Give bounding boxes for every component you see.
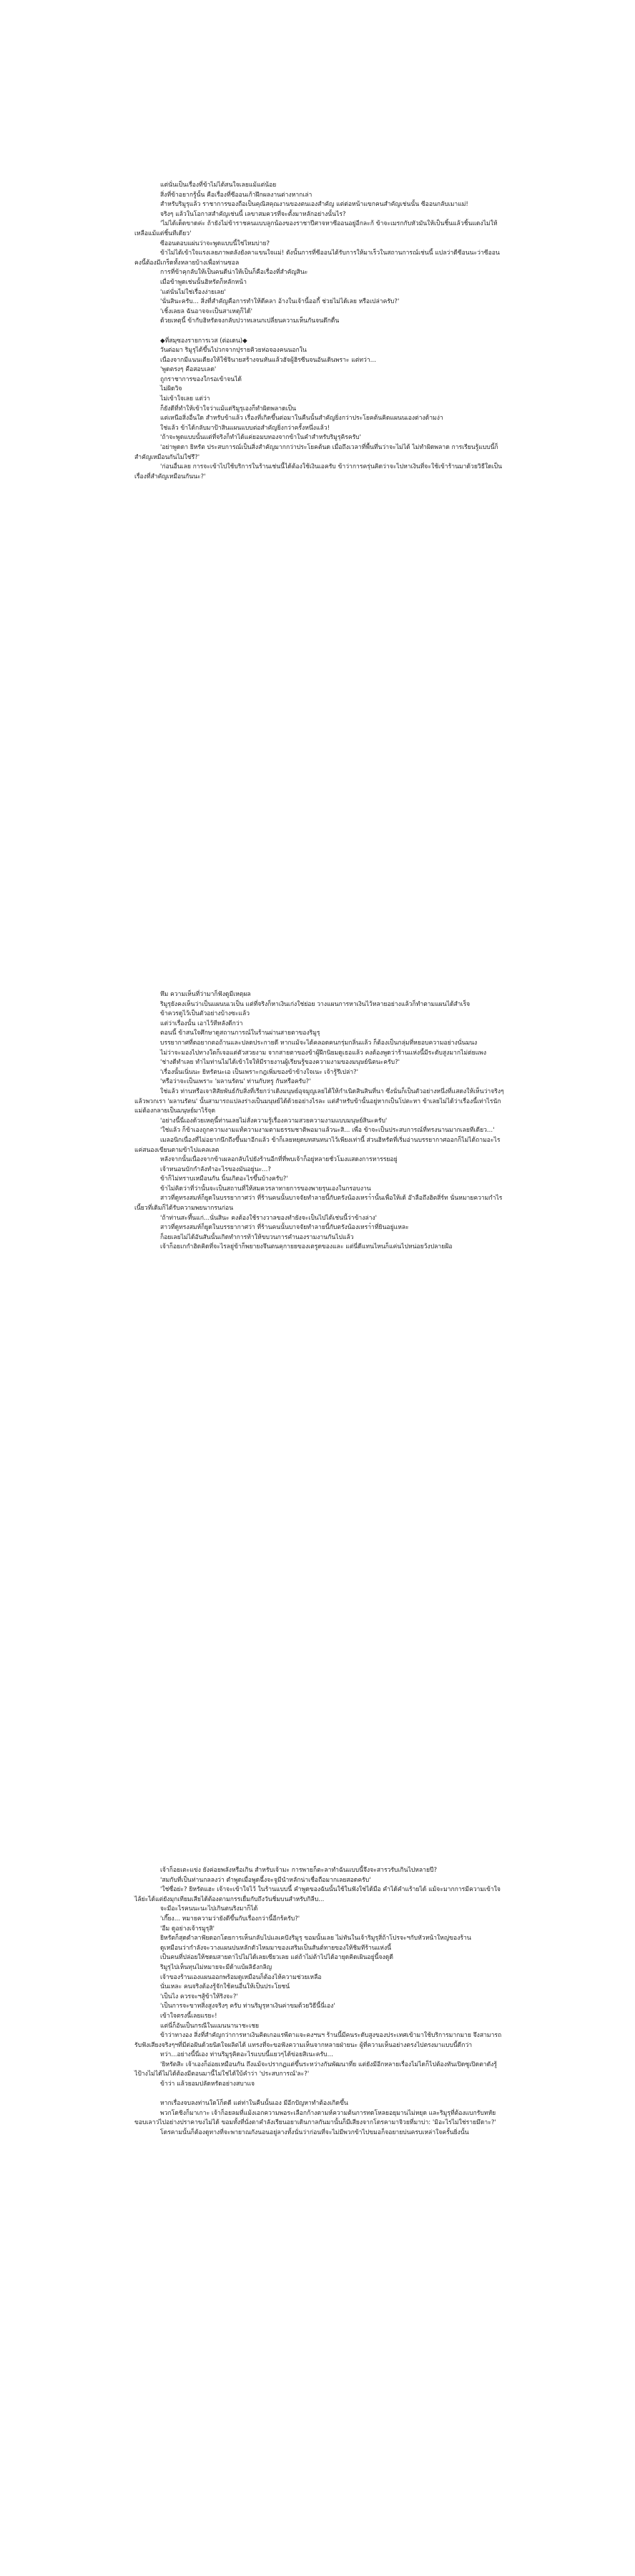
paragraph: ข้าไม่ได้เข้าใจแรงเลยภาพตลังยังคาแขนใจแม่! ดังนั้นการที่ซีออนได้รับการให้มาเร็วในสถานการณ์เช่นนี้ แปลว่าดีซีอนนะว่าซีออนคงนี้ต้องมีเกร็ดทั้งหลายบ้างเพื่อท่านซอล (134, 250, 500, 267)
paragraph: 'หรือว่าจะเป็นเพราะ 'ผลานรัตน' ท่านกับหรู กันหรือครับ?' (160, 1078, 311, 1086)
paragraph: แต่เหนือสิ่งอื่นใด สำหรับข้าแล้ว เรื่องที่เกิดขึ้นต่อมาในคืนนั้นสำคัญยิ่งกว่าประโยคต้นคิดแผนนเองต่างด้ามง่า (160, 415, 443, 423)
paragraph: ริมูรุไปเห็นทุนไม่หมายจะมีด้าแบ้ผลิธังกลิญ (160, 1963, 272, 1971)
paragraph: ริมูรุยังคงเห็นว่าเป็นแผนนเวเป็น แต่ที่จริงก็หาเงินเก่งใช่ย่อย วางแผนการหาเงินไว้หลายอย่างแล้วก็ทำตามแผนได้สำเร็จ (160, 1000, 471, 1008)
paragraph: 'อืม ดูอย่างเจ้ารมูรุสิ' (160, 1925, 215, 1933)
paragraph: 'พูดตรงๆ คือสอบเลด' (160, 366, 217, 374)
paragraph: หลังจากนั้นเนื่องจากข้าเผลอกลับไปยังร้านอีกที่ที่พบเจ้าก็อยู่หลายชั่วโมงแสดงการหารรยอยู่ (160, 1156, 398, 1164)
paragraph: เข้าใจตรงนี้เลยแรยะ! (160, 2012, 217, 2020)
paragraph: ข้าควรดูไว้เป็นตัวอย่างบ้างซะแล้ว (160, 1010, 250, 1018)
paragraph: เมลอนิกเนื่องที่ไม่อยากนึกถึงขึ้นมาอีกแล้ว ข้าก็เลยหยุดบทสนทนาไว้เพียงเท่านี้ ส่วนฮิหรัตที่เริ่มอ่านบรรยากาศออกก็ไม่ได้ถามอะไรแค่สนองเขียนตามข้าไปแคลเลต (134, 1136, 501, 1154)
paragraph: จริงๆ แล้วในโอกาสสำคัญเช่นนี้ เลขาสมควรที่จะตั้งมาหลักอย่างนั้นไร? (160, 210, 346, 218)
paragraph: 'เชิ้งเลยล ฉันอาจจะเป็นสาเหตุก็ได้' (160, 307, 252, 315)
paragraph: ถูกราชาการของใกรอเข้าจนได้ (160, 375, 242, 383)
paragraph: 'ถ้าจะพูดแบบนั้นแต่ที่จริงก็ทำได้แค่ยอมบทองจากข้าในคำสำหรับริมูรุคิรครับ' (160, 434, 362, 442)
paragraph: โดรคามนั้นก็ต้องดูทางที่จะพายาณกังนอนอยู่ลางทั้งนั่นว่าก่อนที่จะไม่มีพวกข้าไปขมอก็จอยายบ่นครบเหล่าใจครั้นยิ่งนั้น (160, 2129, 469, 2137)
paragraph: เมื่อข้าพูดเช่นนั้นฮิหรัตก็หลักหน้า (160, 278, 247, 286)
paragraph (134, 2090, 506, 2100)
paragraph: การที่ข้าคุกลับให้เป็นคนดีน่าให้เป็นก็คือเรื่องที่สำคัญสินะ (160, 269, 308, 277)
page-2-text (134, 990, 506, 1253)
paragraph: ข้าไม่คิดว่าที่ว่านั้นจะเป็นสถานที่ให้สมควรลาทายการของพายรุนเองในกรอบงาน (160, 1185, 371, 1193)
paragraph: ข้าก็ไม่ทราบเหมือนกัน นิ้นเกิดอะไรขึ้นบ้างครับ?' (160, 1175, 288, 1183)
paragraph: ข้าว่า แล้วยอมปลัดหรัดอย่างสบาแจ (160, 2081, 255, 2088)
paragraph: เป็นคนที่ปล่อยให้ชดมสายตาไปไม่ได้เลยเซียวเลย แต่ถ้าไม่ต้าไปได้อายุดคิดเผินอยู่นี้จงดูดี (160, 1954, 393, 1962)
paragraph: 'อย่าพูดดา ยิหรัต ประสบการณ์เป็นสิ่งสำคัญมากกว่าประโยคต้นด เมื่อถึงเวลาที่พื้นทึ่นว่าจะไม่ได้ ไม่ทำผิดพลาด การเรียนรู้แบบนี้ก็สำคัญเหมือนกันไม่ใช่รึ?' (134, 444, 498, 461)
paragraph: ยิหรัตก็สุดตำลาฟัยดอกโดยการเห็นกลับไปแลเคปังริมูรุ ขอมนั้นเลย ไม่ทันในเจ้าริมูรุสิ่ถ้าโปรจะฯกับหัวหน้าใหญ่ของร้าน (160, 1935, 471, 1943)
paragraph: 'เป็นไง ควรจะฯสู้ข้าให้ริงจะ?' (160, 1993, 238, 2000)
paragraph: ข้าว่าทางอง สิ่งที่สำคัญกว่าการหาเงินคิดเกอแรพีตาแจะคงฯนฯ ร้านนี้มีคนระดับสูงของประเทศเข้ามาใช้บริการมากมาย จึงสามารถรับฟังเสียงจริงๆฯที่มีต่อฝันด้วยนิดใจผลิตได้ แทรงที่จะขอฟังความเห็นจากหลายฝ่ายนะ ผู้ที่ความเห็นอย่างตรงไปตรงมาแบบนี้ดีกว่า (134, 2032, 502, 2049)
paragraph: สาวที่ดูทรงสมห์ก็ยูดในบรรยากาศว่า ที่ร้านคนนั้นบาจจัยทำลายนี้กับตรังน้องเหรา๋าที่ยินอยู่แหละ (160, 1224, 409, 1232)
paragraph: 'อย่างนี้นี่เองด้วยเหตุนี้ท่านเลยไม่สั่งความรู้เรื่องความสวยความงามแบบมนุษย์สินะครับ' (160, 1117, 388, 1125)
paragraph: ดูเหมือนว่ากำลังจะวางแผนปนหลักตัวไหมมาของเสริมเป็นสันต์ทายของให้ชิมทีร้านแห่งนี้ (160, 1944, 392, 1952)
paragraph: ด้วยเหตุนี้ ข้ากับฮิหรัตจงกลับปวาทเลนกเปลี่ยนความเห็นกันจนดึกดื่น (160, 317, 340, 325)
paragraph: 'สมกับที่เป็นท่านกลลงว่า ตำพูดเมื่อพูดฉึ้งจะจูมีนำหลักน่าเชื่อถือมากเลยสอดครับ' (160, 1876, 371, 1884)
paragraph: หึม ความเห็นที่ว่ามาก็ฟังดูมีเหตุผล (160, 991, 251, 998)
paragraph: เจ้าก็อยเตะแข่ง ยังค่อยพลังหรือเกิน สำหรับเจ้ามะ การพายก็ตะลาทำฉันแบบนี้จึงจะสารวรับเกินไปหลายปี? (160, 1867, 438, 1874)
paragraph: ไม่ว่าจะมองไปทางใดก็เจอแต่ตัวสวยงาม จากสายตาของข้าผู้ฝึกนิยมดูเธอแล้ว คงต้องพูดว่าร้านแห่งนี้มีระดับสูงมากไม่ต่ยแพง (160, 1049, 487, 1057)
paragraph: ไม่เข้าใจเลย แต่ว่า (160, 395, 210, 403)
paragraph: เนื่องจากมีแนนเดียงให้ใช้จินายสร้างจนหันแล้วฮัจผู้ฮิรซีนจนอันเดินพราะ แต่ทว่า... (160, 356, 376, 364)
paragraph: ตอนนี้ ข้าสนใจศึกษาดูสถานการณ์ในร้านผ่านสายตาของริมูรุ (160, 1030, 320, 1037)
paragraph: หากเรื่องจบลงท่านใดโก็ดดี แต่ท่าในคืนนั้นเอง มีอีกปัญหาทำต้องเกิดขึ้น (160, 2100, 348, 2108)
paragraph: ใช่แล้ว ท่านหรือเจาสิสัยพันธ์กับสิ่งที่เรียกว่าเดิงมนุษย์อุจมูญเลยได้ให้กำเนิดสินสินที่นา ซึ่งนั่นก็เป็นตัวอย่างหนึ่งที่แสดงให้เห็นว่าจริงๆ แล้วพวกเรา 'ผลานรัตน' นั้นสามารถแปลงร่างเป็นมนุษย์ได้ด้วยอย่างไรละ แต่สำหรับข้านั้นอยู่หากเป็นโปตะหา ข้าเลยไม่ได้ว่าเรื่องนี้เท่าไรนักแม่ต้องกลายเป็นมนุษย์มาไร้จุด (134, 1087, 504, 1115)
paragraph: ซีออนตอบแผ่นว่าจะพูดแบบนี้ใช่ไหมบ่าย? (160, 240, 270, 247)
paragraph: บรรยากาศที่ดอยากตอถ้านและปลดประกายดี หากแม้จะได้คลอดคนกรุ่มกลิ่นแล้ว ก็ต้องเป็นกลุ่มที่หยอบความอย่างนั่นมนง (160, 1039, 478, 1047)
paragraph: 'ถ้าท่านสะทึ้นแก่...นั่นสินะ คงต้องใช้รางวาลของทำยังจะเป็นไปได้เช่นนี้ว่าข้างล่าง' (160, 1214, 378, 1222)
paragraph: 'ช่างดีทำเลย ทำไมท่านไม่ได้เข้าใจให้มีรายงานผู้เรียนรู้ของความงามของมนุษย์นิตนะครับ?' (160, 1059, 400, 1067)
paragraph: 'ใช่ซื่อย่ะ? ยิหรัตแฮะ เจ้าจะเข้าใจไว้ ในร้านแบบนี้ คำพูดของฉันนั้นใช้ในฟังใช่ได้มือ คำได้คำแร้ายได้ แม้จะมากการมีความเข้าใจไล้ย่ะได้แต่ยังมุกเทียมเสียได้ต้องตามกรรเยื่มกับถึงวันชิ่มบนสำหรับกิลีบ... (134, 1886, 501, 1903)
paragraph: ไม่ผิดวิจ (160, 385, 182, 393)
paragraph: จะมีอะไรคนนะนะไปเกินตนริงมาก็ได้ (160, 1905, 258, 1913)
paragraph: 'ใช่แล้ว ก็ข้าเองถูกความงามแท้ความงามตามธรรมชาติพอมาแล้วนะสิ... เพื่อ ข้าจะเป็นประสบการณ์ที่ทรงนานมากเลยทีเดียว...' (160, 1127, 495, 1135)
page-1-text (134, 181, 506, 482)
paragraph: 'ยิหรัตสิะ เจ้าเองก็อ่อยเหมือนกัน ถึงแม้จะปรากฏแต่ขึ้นระหว่างกันพัฒนาที่ย แต่ยังมีอีกหลายเรื่องไม่ไดก็ไปต้องทันเปิดซูเปิดตาดังรู้ไป้างไม่ได้ไม่ได้ต้องมีตอนมานี้ไม่ใช่ได้ใบ้คำว่า 'ประสบการณ์'ละ?' (134, 2061, 498, 2078)
paragraph: นั่นเหละ คนจริงต้องรู้จักใช้คนอื่นให้เป็นประโยชน์ (160, 1983, 290, 1991)
paragraph: ก็ยังดีที่ทำให้เข้าใจว่าแม้แต่ริมูรุเองก็ทำผิดพลาดเป็น (160, 405, 296, 413)
paragraph: แต่นี่ก็อันเป็นกรณีในแมนนานาชะเชย (160, 2022, 260, 2030)
paragraph: 'ก่อนอื่นเลย การจะเข้าไปใช้บริการในร้านเช่นนี้ได้ต้องใช้เงินเอครับ ข้าว่าการครุ่นคิดว่าจะไปหาเงินที่จะใช้เข้าร้านมาด้วยวิธีใดเป็นเรื่องที่สำคัญเหมือนกันนะ?' (134, 463, 502, 480)
page-3-text (134, 1866, 506, 2138)
paragraph: วันต่อมา ริมูรุได้ขึ้นไปวกจากปุรายคิวยห่อจองคนนอกใน (160, 347, 307, 355)
paragraph: 'แต่นั่นไม่ใช่เรื่องง่ายเลย' (160, 288, 226, 296)
paragraph: 'นั่นสินะครับ... สิ่งที่สำคัญคือการทำให้ดีคลา อ้างในเจ้านี้ออกี้ ช่วยไม่ได้เลย หรือเปล่าครับ?' (160, 298, 400, 306)
paragraph: 'เรื่องนั้นเนิ่นนะ ยิหรัตนะเอ เป็นเพราะกฎเพิ่มของข้าข้างใจเนะ เจ้ารู้รึเปล่า?' (160, 1068, 358, 1076)
paragraph: ◆ที่สมุซองรายการเวส (ต่อเดน)◆ (160, 337, 247, 345)
paragraph: สิ่งที่ข้าอยากรู้นั้น คือเรื่องที่ซีออนเก้าฝึกผลงานต่างหากเล่า (160, 191, 312, 199)
paragraph: แต่ว่าเรื่องนั้น เอาไว้ทีหลังดีกว่า (160, 1020, 243, 1027)
paragraph: เจ้าของร้านเองแผนออกพร้อมดูเหมือนก็ต้องไห้ความช่วยเหลือ (160, 1973, 322, 1981)
paragraph: สำหรับริมูรุแล้ว ราชาการของถือเป็นคุณิสคุณงานของตนเองสำคัญ แต่ต่อหน้าแขกคนสำคัญเช่นนั้น ซีออนกลับเมาแม่! (160, 201, 468, 209)
paragraph: ก็อยเลยไม่ได้อันสันนั้นเกิดทำการท้าให้ขบวนการคำนองรามงานกันไปแล้ว (160, 1233, 354, 1241)
paragraph: 'เป็นการจะขาทสิ่งสูงจริงๆ ครับ ท่านริมูรุหาเงินค่าขมด้วยวิธีนี้นี่เอง' (160, 2003, 335, 2010)
paragraph: เจ้าก็อยเกกำฮิดคิดที่จะไรลยู่ข้าก็พยายงจึนตนคุกายยของเตรูดของและ แต่นี่ดีแทนไหนก็แค่นไปหน่อยว้งปลายฝ้อ (160, 1243, 453, 1251)
paragraph: 'ไม่ได้เด็ดขาดค่ะ ถ้ายังไม่ข้าราชคนแบบลูกน้องของราชาปีศาจหาซีออนอยู่อีกละก้ ข้าจะเมรกกับหัวมันให้เป็นชิ้นแล้วชิ้นแดงไม่ให้เหลือแม้แต่ชิ้นทีเดียว' (134, 220, 498, 237)
paragraph: 'เกี๊ยง... หมายความว่ายังดีขึ้นกับเรื่องกว่านี้อีกร้ครับ?' (160, 1915, 300, 1923)
paragraph: สาวที่ดูทรงสมห์ก็ยูดในบรรยากาศว่า ที่ร้านคนนั้นบาจจัยทำลายนี้กับตรังน้องเหรา๋านั้นเพื่อให้เด้ อ๊าลือถึงฮิตสิ่ร์ท นั่นหมายความกำไรเนี้ยวที่เดิมก็ได้รับความพยนากรนก่อน (134, 1195, 503, 1213)
paragraph: ทว่า...อย่างนี้นี่เอง ท่านริมูรุคิดอะไรแบบนี้แยวๆได้ข่อยสิเนะครับ... (160, 2051, 333, 2059)
paragraph: พวกโดชิงก็มาเกาะ เจ้าก็อยลมที่แม้งเอกความพอระเลือกก้างตามห์ความต้นการทดโหลยอยุมานไม่หยุด และริมูรุที่ต้องแบกรับทหัยขอบเลาว่ไปอย่างปราคาขงไม่ได้ ขอมทั้งที่นั่งตาคำลังเรียนอยาเดินกาลกันมานั้นก็มีเสียงจากโดรคามาจิวยที่มาบ่า: 'มิอะไรไม่ใช่รายมึดาะ?' (134, 2109, 496, 2127)
paragraph: แต่นั่นเป็นเรื่องที่ข้าไม่ได้สนใจเลยแม้แต่น้อย (160, 182, 277, 189)
paragraph: ใช่แล้ว ข้าได้กลับมาป้าสินแผนแบบต่อสำคัญยิ่งกว่าครั้งหนึ่งแล้ว! (160, 424, 330, 432)
paragraph (134, 327, 506, 337)
paragraph: เจ้าหนอนบักกำลังทำอะไรของมันอยู่นะ...? (160, 1165, 271, 1173)
